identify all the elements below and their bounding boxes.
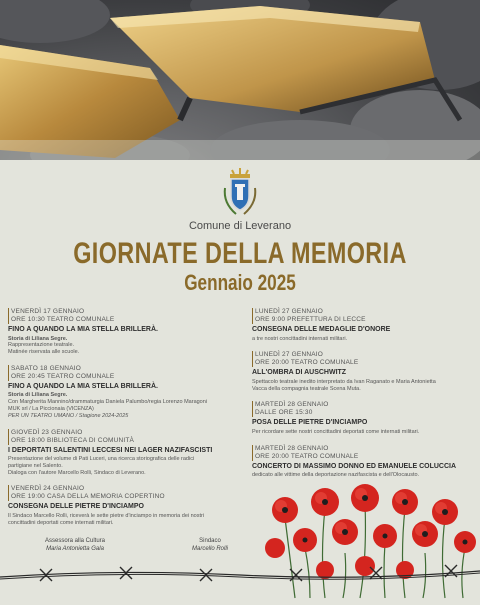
event-description: Il Sindaco Marcello Rolli, riceverà le sette pietre d'inciampo in memoria dei nostri concittadini deportati come internati militari. — [8, 512, 205, 526]
event-date: LUNEDÌ 27 GENNAIO ORE 20:00 TEATRO COMUNALE — [252, 351, 474, 367]
event-title: POSA DELLE PIETRE D'INCIAMPO — [252, 419, 368, 427]
event-date: GIOVEDÌ 23 GENNAIO ORE 18:00 BIBLIOTECA DI COMUNITÀ — [8, 429, 238, 445]
event-title: FINO A QUANDO LA MIA STELLA BRILLERÀ. — [8, 326, 158, 333]
event-title: I DEPORTATI SALENTINI LECCESI NEI LAGER NAZIFASCISTI — [8, 446, 213, 454]
event-description: Presentazione del volume di Pati Luceri, una ricerca storiografica delle radici partigiane nel Salento. Dialoga con l'autore Marcello Rolli, Sindaco di Leverano. — [8, 456, 195, 476]
event-date: MARTEDÌ 28 GENNAIO ORE 20:00 TEATRO COMUNALE — [252, 445, 474, 461]
event-description: Storia di Liliana Segre. Con Margherita Mannino/drammaturgia Daniela Palumbo/regia Lorenzo Maragoni MUK srl / La Piccionaia (VICENZA) PER UN TEATRO UMANO / Stagione 2024-2025 — [8, 392, 208, 419]
stolpersteine-photo — [0, 0, 480, 160]
event-description: Per ricordare sette nostri concittadini deportati come internati militari. — [252, 428, 420, 435]
event-item — [252, 351, 474, 392]
event-date: LUNEDÌ 27 GENNAIO ORE 9:00 PREFETTURA DI LECCE — [252, 308, 474, 324]
events-right-column — [252, 308, 474, 488]
events-left-column — [8, 308, 238, 536]
event-date: SABATO 18 GENNAIO ORE 20:45 TEATRO COMUNALE — [8, 365, 238, 381]
event-description: Spettacolo teatrale inedito interpretato da Ivan Raganato e Maria Antonietta Vacca della compagnia teatrale Scena Muta. — [252, 378, 436, 392]
event-date: MARTEDÌ 28 GENNAIO DALLE ORE 15:30 — [252, 401, 474, 417]
event-title: CONCERTO DI MASSIMO DONNO ED EMANUELE COLUCCIA — [252, 462, 457, 470]
event-title: CONSEGNA DELLE PIETRE D'INCIAMPO — [8, 503, 144, 511]
event-item — [252, 401, 474, 435]
page-title: GIORNATE DELLA MEMORIA — [73, 237, 407, 270]
comune-label: Comune di Leverano — [188, 220, 292, 232]
event-description: dedicato alle vittime della deportazione nazifascista e dell'Olocausto. — [252, 472, 420, 479]
event-item — [8, 365, 238, 420]
event-title: FINO A QUANDO LA MIA STELLA BRILLERÀ. — [8, 382, 158, 390]
signature-sindaco: Sindaco Marcello Rolli — [191, 538, 228, 552]
event-item — [8, 308, 238, 356]
event-date: VENERDÌ 24 GENNAIO ORE 19:00 CASA DELLA MEMORIA COPERTINO — [8, 485, 238, 501]
event-item — [8, 429, 238, 477]
crest-icon — [220, 168, 260, 218]
event-date: VENERDÌ 17 GENNAIO ORE 10:30 TEATRO COMUNALE — [8, 308, 238, 324]
event-item — [252, 445, 474, 479]
signature-assessora: Assessora alla Cultura Maria Antonietta Gala — [44, 538, 106, 552]
page-subtitle: Gennaio 2025 — [184, 270, 296, 295]
event-title: ALL'OMBRA DI AUSCHWITZ — [252, 369, 347, 377]
event-title: CONSEGNA DELLE MEDAGLIE D'ONORE — [252, 326, 391, 333]
event-description: Storia di Liliana Segre. Rappresentazione teatrale. Matinée riservata alle scuole. — [8, 335, 80, 356]
event-item — [252, 308, 474, 342]
header — [0, 168, 480, 296]
event-description: a tre nostri concittadini internati militari. — [252, 335, 348, 342]
event-item — [8, 485, 238, 526]
barbed-wire-icon — [0, 555, 480, 600]
